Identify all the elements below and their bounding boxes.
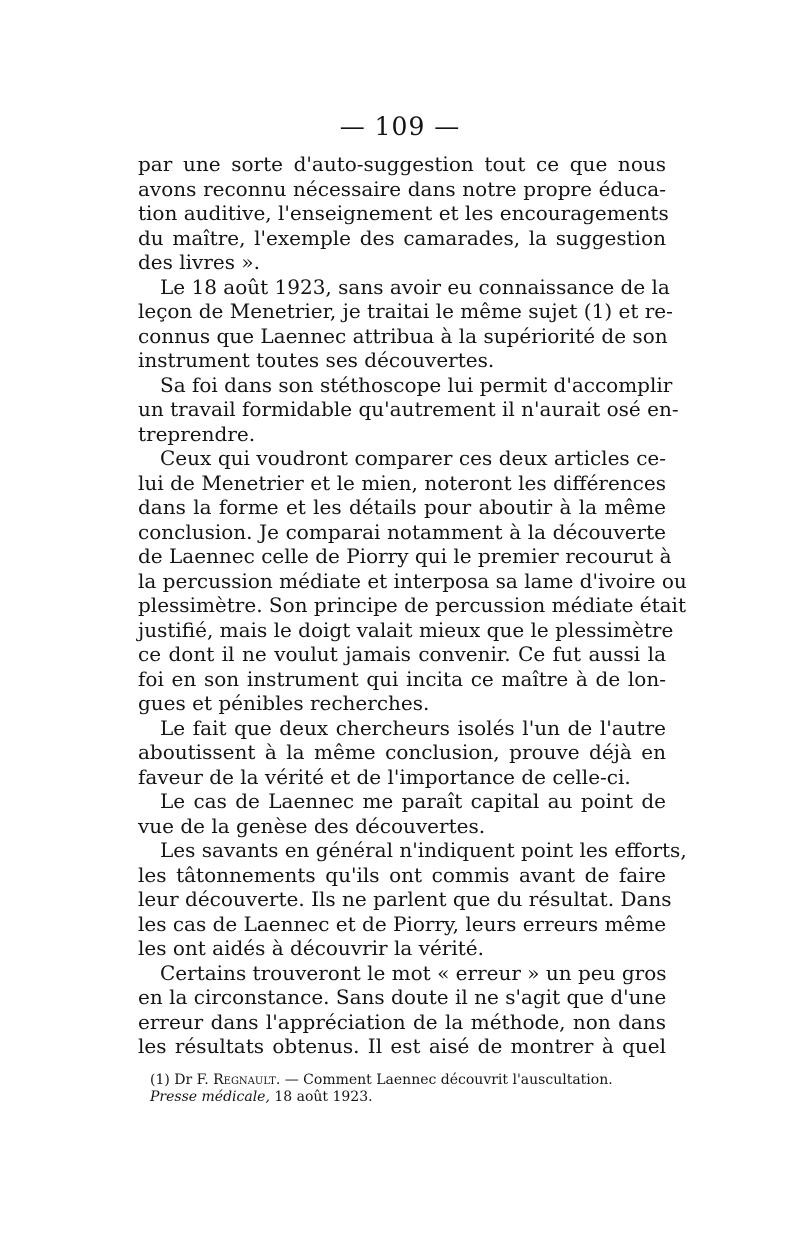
footnote-line-1	[150, 1072, 666, 1089]
paragraph	[138, 274, 673, 373]
text-line: foi en son instrument qui incita ce maître à de lon-	[138, 666, 666, 691]
footnote-date: 18 août 1923.	[274, 1089, 373, 1105]
text-line: du maître, l'exemple des camarades, la suggestion	[138, 225, 666, 250]
footnote-line-2	[150, 1089, 666, 1106]
text-line: plessimètre. Son principe de percussion médiate était	[138, 593, 686, 617]
text-line: Sa foi dans son stéthoscope lui permit d'accomplir	[160, 372, 673, 397]
text-line: la percussion médiate et interposa sa lame d'ivoire ou	[138, 568, 687, 593]
text-line: les ont aidés à découvrir la vérité.	[138, 936, 484, 960]
footnote-text: — Comment Laennec découvrit l'auscultation.	[284, 1072, 613, 1088]
text-line: gues et pénibles recherches.	[138, 691, 430, 715]
text-line: en la circonstance. Sans doute il ne s'agit que d'une	[138, 985, 667, 1009]
body-text	[138, 152, 687, 1059]
footnote-marker: (1)	[150, 1072, 170, 1088]
text-line: leçon de Menetrier, je traitai le même sujet (1) et re-	[138, 299, 673, 323]
text-line: tion auditive, l'enseignement et les encouragements	[138, 201, 669, 225]
text-line: conclusion. Je comparai notamment à la découverte	[138, 519, 666, 544]
paragraph	[138, 838, 687, 961]
footnote-title: Dr	[174, 1072, 193, 1088]
paragraph	[138, 961, 666, 1059]
text-line: Le cas de Laennec me paraît capital au point de	[160, 789, 666, 813]
paragraph	[138, 789, 666, 838]
text-line: instrument toutes ses découvertes.	[138, 348, 495, 372]
text-line: Certains trouveront le mot « erreur » un peu gros	[160, 960, 667, 985]
text-line: les tâtonnements qu'ils ont commis avant de faire	[138, 862, 666, 887]
text-line: ce dont il ne voulut jamais convenir. Ce fut aussi la	[138, 642, 666, 666]
text-line: faveur de la vérité et de l'importance de celle-ci.	[138, 764, 631, 789]
text-line: de Laennec celle de Piorry qui le premier recourut à	[138, 544, 672, 568]
text-line: justifié, mais le doigt valait mieux que le plessimètre	[138, 617, 674, 642]
paragraph	[138, 446, 687, 716]
paragraph	[138, 372, 679, 447]
page-number: — 109 —	[339, 112, 461, 141]
text-line: lui de Menetrier et le mien, noteront les différences	[138, 470, 666, 495]
text-line: aboutissent à la même conclusion, prouve déjà en	[138, 740, 666, 764]
text-line: les cas de Laennec et de Piorry, leurs erreurs même	[138, 911, 667, 936]
text-line: Le fait que deux chercheurs isolés l'un de l'autre	[160, 715, 666, 740]
footnote	[150, 1072, 666, 1106]
text-line: Ceux qui voudront comparer ces deux articles ce-	[160, 446, 666, 470]
text-line: avons reconnu nécessaire dans notre propre éduca-	[138, 176, 666, 201]
text-line: leur découverte. Ils ne parlent que du résultat. Dans	[138, 887, 672, 911]
footnote-journal: Presse médicale,	[150, 1089, 270, 1105]
text-line: Les savants en général n'indiquent point les efforts,	[160, 838, 687, 862]
text-line: dans la forme et les détails pour aboutir à la même	[138, 495, 666, 519]
text-line: erreur dans l'appréciation de la méthode, non dans	[138, 1009, 666, 1034]
text-line: des livres ».	[138, 250, 260, 274]
text-line: par une sorte d'auto-suggestion tout ce que nous	[138, 152, 666, 176]
text-line: Le 18 août 1923, sans avoir eu connaissance de la	[160, 274, 670, 299]
text-line: les résultats obtenus. Il est aisé de montrer à quel	[138, 1034, 666, 1058]
text-line: connus que Laennec attribua à la supériorité de son	[138, 323, 668, 348]
text-line: un travail formidable qu'autrement il n'aurait osé en-	[138, 397, 679, 421]
text-line: vue de la genèse des découvertes.	[138, 813, 486, 838]
paragraph	[138, 716, 666, 790]
paragraph	[138, 152, 669, 275]
footnote-author: F. Regnault.	[196, 1072, 281, 1088]
text-line: treprendre.	[138, 421, 256, 446]
